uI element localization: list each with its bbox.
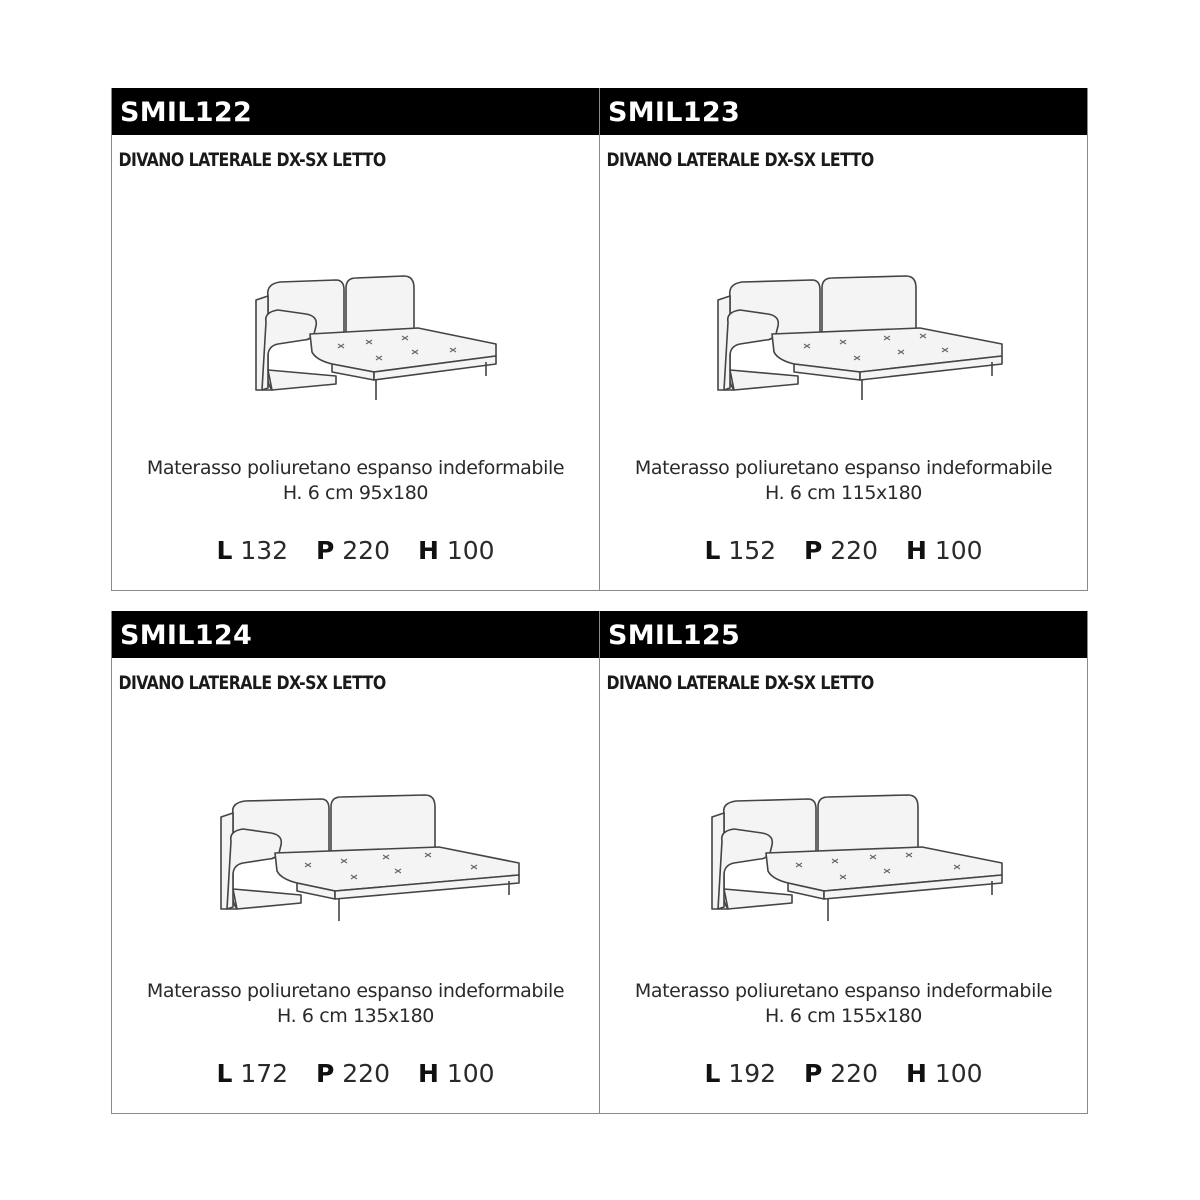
sofa-bed-drawing xyxy=(684,260,1004,420)
mattress-line-2: H. 6 cm 115x180 xyxy=(765,482,922,504)
mattress-line-2: H. 6 cm 155x180 xyxy=(765,1005,922,1027)
depth-label: P xyxy=(804,1059,823,1088)
length-value: 132 xyxy=(240,536,289,565)
mattress-description xyxy=(600,979,1087,1029)
length-value: 152 xyxy=(728,536,777,565)
depth-label: P xyxy=(804,536,823,565)
product-subtitle: DIVANO LATERALE DX-SX LETTO xyxy=(118,672,386,694)
mattress-line-2: H. 6 cm 135x180 xyxy=(277,1005,434,1027)
depth-value: 220 xyxy=(830,536,878,565)
sofa-bed-drawing xyxy=(191,783,521,943)
product-card-smil124 xyxy=(111,611,599,1114)
length-label: L xyxy=(216,1059,233,1088)
product-card-smil122 xyxy=(111,88,599,591)
sofa-bed-drawing xyxy=(684,783,1004,943)
product-subtitle: DIVANO LATERALE DX-SX LETTO xyxy=(606,672,874,694)
product-card-smil125 xyxy=(599,611,1088,1114)
mattress-description xyxy=(600,456,1087,506)
dimensions xyxy=(112,536,599,565)
mattress-line-1: Materasso poliuretano espanso indeformabile xyxy=(146,457,565,479)
height-value: 100 xyxy=(446,536,495,565)
mattress-description xyxy=(112,979,599,1029)
depth-label: P xyxy=(316,1059,335,1088)
height-label: H xyxy=(905,536,927,565)
mattress-line-1: Materasso poliuretano espanso indeformabile xyxy=(146,980,565,1002)
height-value: 100 xyxy=(934,1059,983,1088)
product-code: SMIL123 xyxy=(600,88,1087,135)
height-label: H xyxy=(905,1059,927,1088)
product-subtitle: DIVANO LATERALE DX-SX LETTO xyxy=(118,149,386,171)
length-value: 172 xyxy=(240,1059,289,1088)
mattress-line-1: Materasso poliuretano espanso indeformabile xyxy=(634,980,1053,1002)
sofa-bed-illustration xyxy=(600,260,1087,420)
dimensions xyxy=(112,1059,599,1088)
length-label: L xyxy=(216,536,233,565)
depth-value: 220 xyxy=(342,536,390,565)
height-label: H xyxy=(417,536,439,565)
sofa-bed-illustration xyxy=(112,783,599,943)
length-label: L xyxy=(704,1059,721,1088)
dimensions xyxy=(600,1059,1087,1088)
depth-value: 220 xyxy=(342,1059,390,1088)
product-card-smil123 xyxy=(599,88,1088,591)
mattress-line-1: Materasso poliuretano espanso indeformabile xyxy=(634,457,1053,479)
product-code: SMIL124 xyxy=(112,611,599,658)
depth-value: 220 xyxy=(830,1059,878,1088)
product-code: SMIL122 xyxy=(112,88,599,135)
depth-label: P xyxy=(316,536,335,565)
sofa-bed-illustration xyxy=(600,783,1087,943)
sofa-bed-illustration xyxy=(112,260,599,420)
dimensions xyxy=(600,536,1087,565)
product-subtitle: DIVANO LATERALE DX-SX LETTO xyxy=(606,149,874,171)
height-value: 100 xyxy=(934,536,983,565)
product-code: SMIL125 xyxy=(600,611,1087,658)
mattress-description xyxy=(112,456,599,506)
sofa-bed-drawing xyxy=(206,260,506,420)
length-label: L xyxy=(704,536,721,565)
length-value: 192 xyxy=(728,1059,777,1088)
height-label: H xyxy=(417,1059,439,1088)
mattress-line-2: H. 6 cm 95x180 xyxy=(282,482,429,504)
height-value: 100 xyxy=(446,1059,495,1088)
